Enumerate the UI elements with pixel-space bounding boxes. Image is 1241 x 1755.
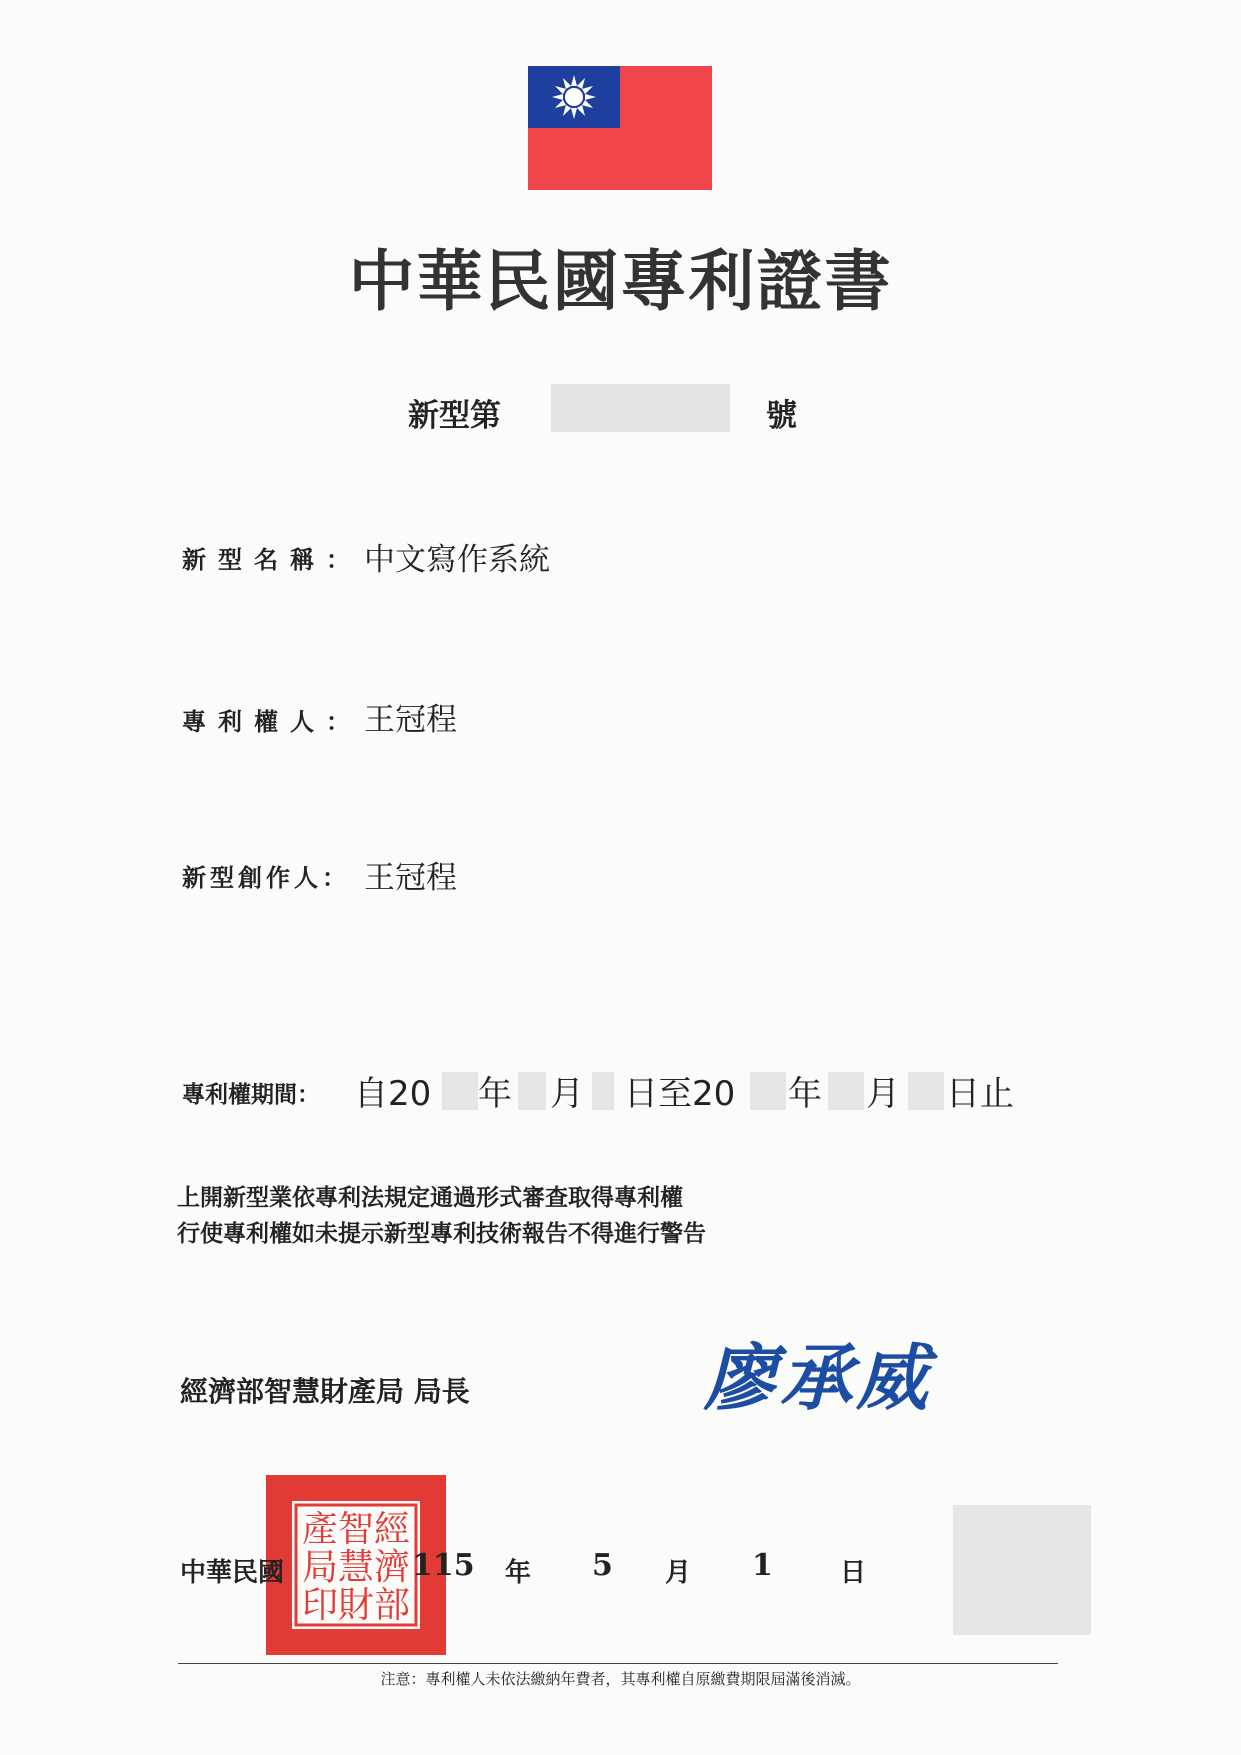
patent-period bbox=[182, 1066, 1082, 1116]
period-year-2: 年 bbox=[788, 1074, 822, 1114]
svg-text:智: 智 bbox=[337, 1509, 375, 1550]
period-month-1: 月 bbox=[550, 1074, 584, 1114]
redacted-day-2 bbox=[908, 1072, 944, 1110]
redacted-day-1 bbox=[592, 1072, 614, 1110]
field-name-value: 中文寫作系統 bbox=[364, 542, 550, 578]
svg-text:慧: 慧 bbox=[337, 1547, 375, 1588]
date-day-label: 日 bbox=[840, 1558, 867, 1588]
field-creator-value: 王冠程 bbox=[364, 860, 457, 896]
date-year: 115 bbox=[412, 1548, 475, 1583]
footer-rule bbox=[178, 1663, 1058, 1664]
patent-number bbox=[0, 384, 1241, 440]
redacted-year-1 bbox=[442, 1072, 478, 1110]
patent-number-suffix: 號 bbox=[766, 398, 797, 434]
svg-text:廖承威: 廖承威 bbox=[704, 1335, 933, 1420]
period-from: 自20 bbox=[354, 1074, 432, 1114]
redacted-month-2 bbox=[828, 1072, 864, 1110]
date-year-label: 年 bbox=[505, 1558, 532, 1588]
period-month-2: 月 bbox=[866, 1074, 900, 1114]
redacted-year-2 bbox=[750, 1072, 786, 1110]
redacted-month-1 bbox=[518, 1072, 546, 1110]
period-to: 日至20 bbox=[624, 1074, 736, 1114]
field-holder-value: 王冠程 bbox=[364, 702, 457, 738]
issue-date bbox=[180, 1548, 980, 1592]
date-month-label: 月 bbox=[665, 1558, 692, 1588]
roc-flag-icon bbox=[528, 66, 712, 190]
field-name-label: 新型名稱： bbox=[182, 546, 350, 574]
redacted-patent-number bbox=[551, 384, 730, 432]
svg-text:印: 印 bbox=[301, 1585, 339, 1626]
period-label: 專利權期間： bbox=[182, 1082, 320, 1108]
date-era: 中華民國 bbox=[180, 1558, 285, 1588]
footnote: 注意：專利權人未依法繳納年費者，其專利權自原繳費期限屆滿後消滅。 bbox=[380, 1670, 861, 1688]
svg-text:財: 財 bbox=[337, 1585, 375, 1626]
svg-text:經: 經 bbox=[373, 1509, 411, 1550]
period-end: 日止 bbox=[946, 1074, 1014, 1114]
director-signature bbox=[698, 1335, 978, 1425]
period-year-1: 年 bbox=[478, 1074, 512, 1114]
redacted-box bbox=[953, 1505, 1091, 1635]
date-month: 5 bbox=[592, 1548, 613, 1583]
notice-line-1: 上開新型業依專利法規定通過形式審查取得專利權 bbox=[177, 1185, 683, 1211]
date-day: 1 bbox=[752, 1548, 773, 1583]
svg-text:局: 局 bbox=[301, 1547, 339, 1588]
field-holder-label: 專利權人： bbox=[182, 708, 350, 736]
patent-number-prefix: 新型第 bbox=[408, 398, 501, 434]
svg-text:產: 產 bbox=[301, 1509, 339, 1550]
certificate-title: 中華民國專利證書 bbox=[348, 243, 893, 320]
svg-text:部: 部 bbox=[373, 1585, 411, 1626]
notice-line-2: 行使專利權如未提示新型專利技術報告不得進行警告 bbox=[177, 1221, 706, 1247]
director-title: 經濟部智慧財產局 局長 bbox=[180, 1375, 470, 1408]
field-creator-label: 新型創作人： bbox=[182, 864, 346, 892]
svg-text:濟: 濟 bbox=[373, 1547, 411, 1588]
